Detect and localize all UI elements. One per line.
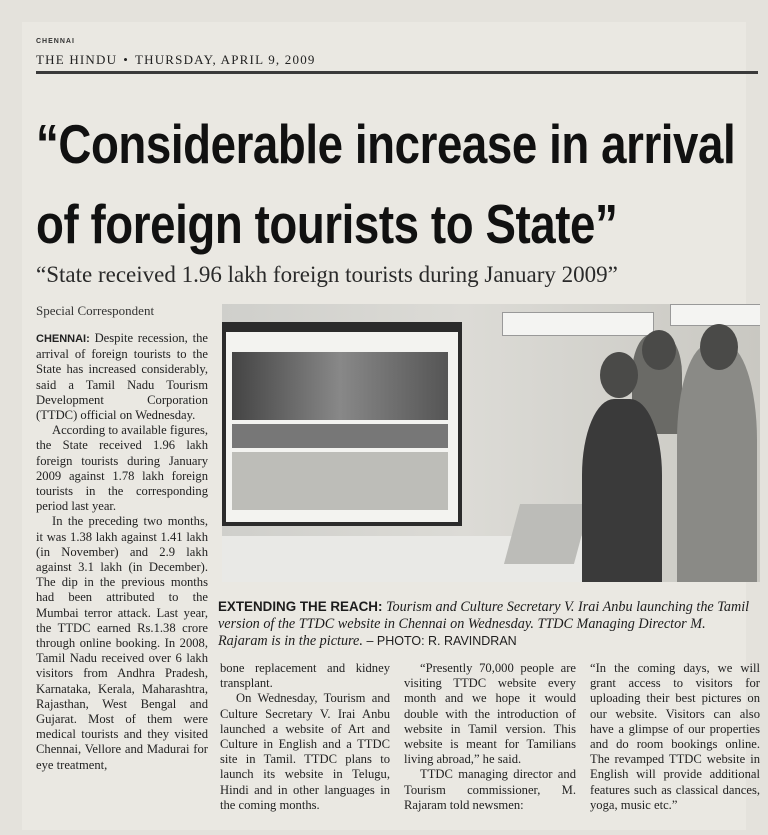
dateline-place: CHENNAI: <box>36 333 90 345</box>
edition-label: CHENNAI <box>36 38 75 45</box>
projector-screen <box>222 322 462 526</box>
photo-caption <box>218 598 756 650</box>
photo-credit: – PHOTO: R. RAVINDRAN <box>366 634 517 648</box>
air-conditioner-2 <box>670 304 760 326</box>
air-conditioner <box>502 312 654 336</box>
col3-para-2: TTDC managing director and Tourism commissioner, M. Rajaram told newsmen: <box>404 767 576 812</box>
person-right <box>677 344 757 582</box>
article-column-4 <box>590 661 760 813</box>
headline <box>36 104 736 264</box>
masthead <box>36 52 316 68</box>
col1-para-3: In the preceding two months, it was 1.38 lakh against 1.41 lakh (in November) and 2.9 lakh against 3.1 lakh (in December). The dip in the previous months had been attributed to the Mumbai terror attack. Last year, the TTDC earned Rs.1.38 crore through online booking. In 2008, Tamil Nadu received over 6 lakh visitors from Andhra Pradesh, Karnataka, Kerala, Maharashtra, Rajasthan, West Bengal and Gujarat. Most of them were medical tourists and they visited Chennai, Vellore and Madurai for eye treatment, <box>36 514 208 772</box>
paper-name: THE HINDU <box>36 52 118 67</box>
article-column-3 <box>404 661 576 813</box>
subheadline: “State received 1.96 lakh foreign tourists during January 2009” <box>36 262 618 287</box>
caption-label: EXTENDING THE REACH: <box>218 599 383 614</box>
publication-date: THURSDAY, APRIL 9, 2009 <box>134 52 316 67</box>
headline-line-1: “Considerable increase in arrival <box>36 113 736 175</box>
col1-para-2: According to available figures, the State received 1.96 lakh foreign tourists during January 2009 against 1.78 lakh foreign tourists in the corresponding period last year. <box>36 423 208 514</box>
person-left <box>582 399 662 582</box>
col2-para-1: bone replacement and kidney transplant. <box>220 661 390 691</box>
col1-para-1: Despite recession, the arrival of foreign tourists to the State has increased considerably, said a Tamil Nadu Tourism Development Corporation (TTDC) official on Wednesday. <box>36 331 208 423</box>
col2-para-2: On Wednesday, Tourism and Culture Secretary V. Irai Anbu launched a website of Art and Culture in English and a TTDC site in Tamil. TTDC plans to launch its website in Telugu, Hindi and in other languages in the coming months. <box>220 691 390 812</box>
byline: Special Correspondent <box>36 303 155 318</box>
col4-para-1: “In the coming days, we will grant access to visitors for uploading their best pictures on our website. Visitors can also have a glimpse of our properties and do room bookings online. The revamped TTDC website in English will provide additional features such as classical dances, yoga, music etc.” <box>590 661 760 812</box>
caption-text: Tourism and Culture Secretary V. Irai Anbu launching the Tamil version of the TTDC website in Chennai on Wednesday. TTDC Managing Director M. Rajaram is in the picture. <box>218 599 750 649</box>
news-photo <box>222 304 760 582</box>
headline-line-2: of foreign tourists to State” <box>36 193 618 255</box>
col3-para-1: “Presently 70,000 people are visiting TTDC website every month and we hope it would double with the introduction of website in Tamil version. This website is meant for Tamilians living abroad,” he said. <box>404 661 576 767</box>
article-column-2 <box>220 661 390 813</box>
article-column-1 <box>36 331 208 773</box>
masthead-rule <box>36 71 758 74</box>
bullet-icon: • <box>123 52 129 67</box>
